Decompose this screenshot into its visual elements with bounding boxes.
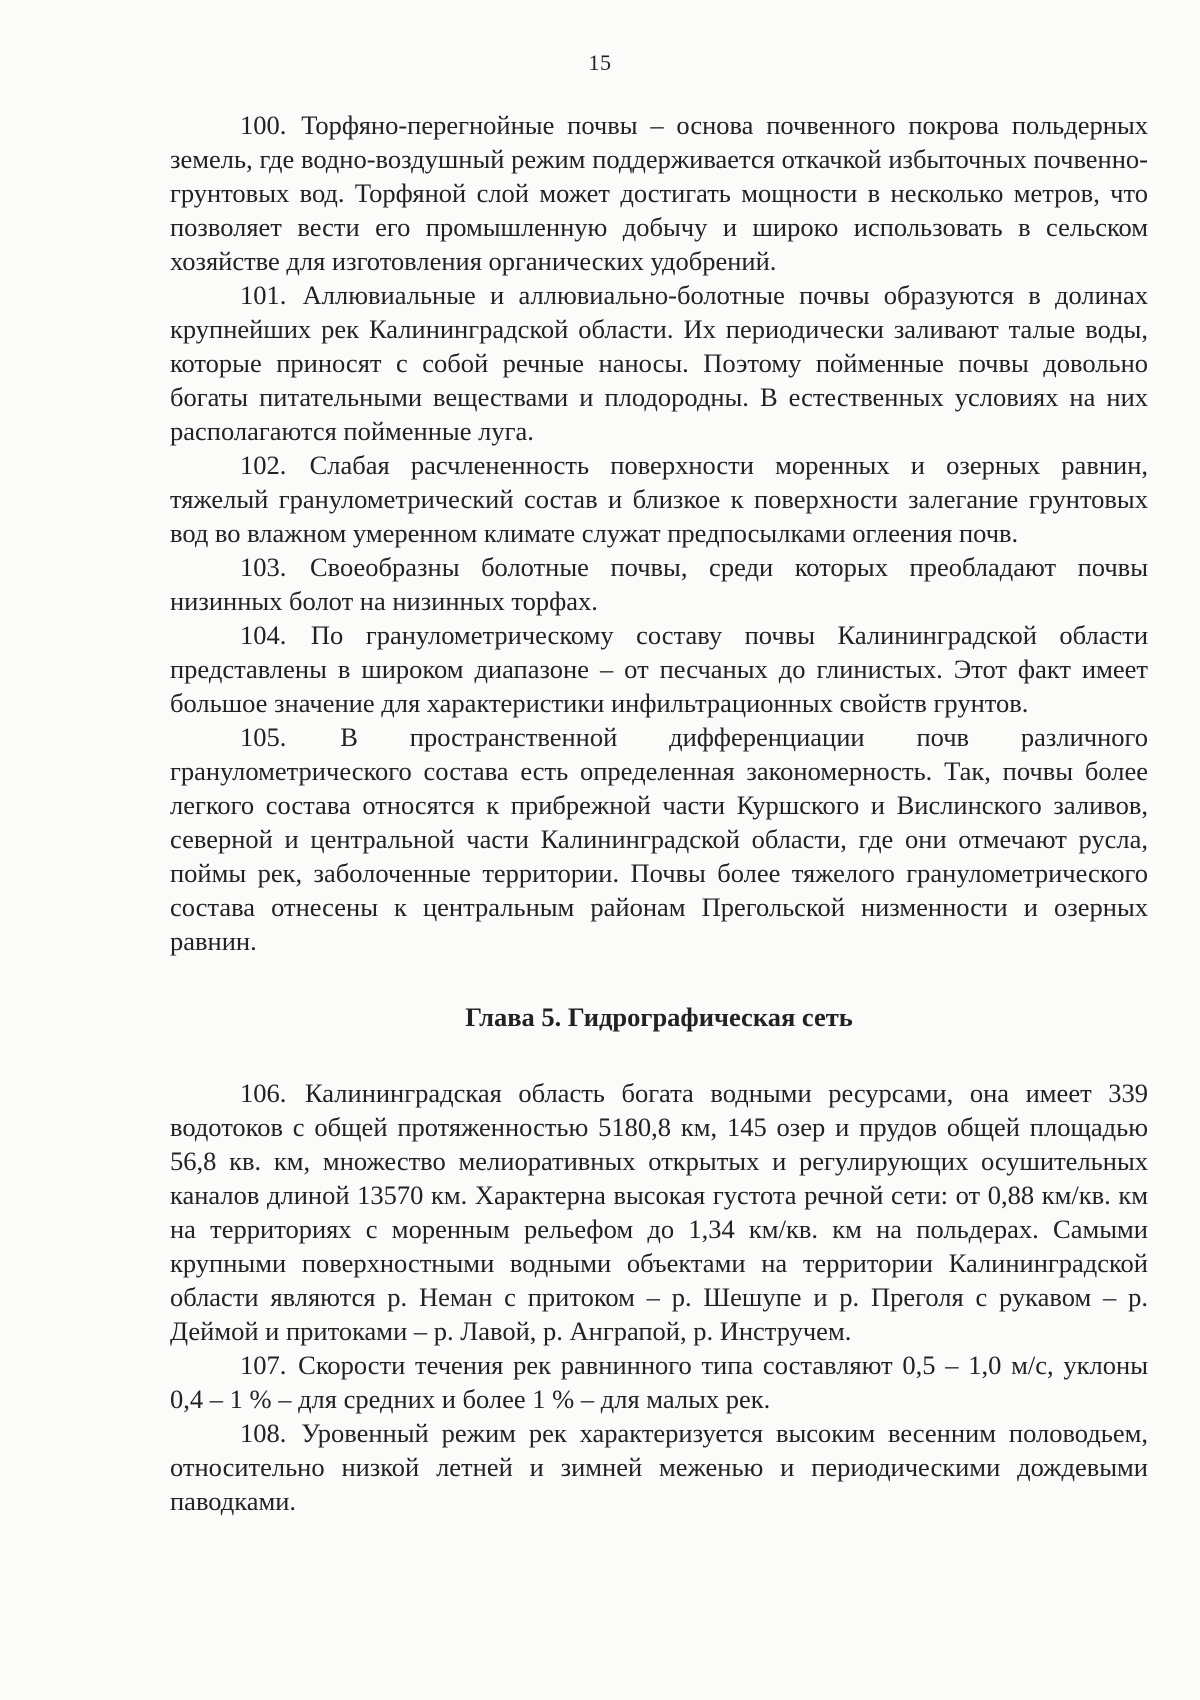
paragraph-text: Скорости течения рек равнинного типа составляют 0,5 – 1,0 м/с, уклоны 0,4 – 1 % – для средних и более 1 % – для малых рек. xyxy=(170,1350,1149,1414)
paragraph-104 xyxy=(170,618,1148,720)
paragraph-103 xyxy=(170,550,1148,618)
paragraph-text: Слабая расчлененность поверхности моренных и озерных равнин, тяжелый гранулометрический состав и близкое к поверхности залегание грунтовых вод во влажном умеренном климате служат предпосылками оглеения почв. xyxy=(170,450,1148,548)
paragraph-100 xyxy=(170,108,1148,278)
paragraph-105 xyxy=(170,720,1148,958)
paragraph-108 xyxy=(170,1416,1148,1518)
paragraph-number: 103. xyxy=(240,552,287,582)
paragraph-text: Калининградская область богата водными ресурсами, она имеет 339 водотоков с общей протяженностью 5180,8 км, 145 озер и прудов общей площадью 56,8 кв. км, множество мелиоративных открытых и регулирующих осушительных каналов длиной 13570 км. Характерна высокая густота речной сети: от 0,88 км/кв. км на территориях с моренным рельефом до 1,34 км/кв. км на польдерах. Самыми крупными поверхностными водными объектами на территории Калининградской области являются р. Неман с притоком – р. Шешупе и р. Преголя с рукавом – р. Деймой и притоками – р. Лавой, р. Анграпой, р. Инстручем. xyxy=(170,1078,1148,1346)
paragraph-text: В пространственной дифференциации почв различного гранулометрического состава есть определенная закономерность. Так, почвы более легкого состава относятся к прибрежной части Куршского и Вислинского заливов, северной и центральной части Калининградской области, где они отмечают русла, поймы рек, заболоченные территории. Почвы более тяжелого гранулометрического состава отнесены к центральным районам Прегольской низменности и озерных равнин. xyxy=(170,722,1149,956)
paragraph-106 xyxy=(170,1076,1148,1348)
paragraph-number: 102. xyxy=(240,450,287,480)
paragraph-107 xyxy=(170,1348,1148,1416)
paragraph-text: Уровенный режим рек характеризуется высоким весенним половодьем, относительно низкой летней и зимней меженью и периодическими дождевыми паводками. xyxy=(170,1418,1148,1516)
page-number: 15 xyxy=(588,50,612,75)
paragraph-number: 104. xyxy=(240,620,287,650)
paragraph-102 xyxy=(170,448,1148,550)
paragraph-text: Своеобразны болотные почвы, среди которых преобладают почвы низинных болот на низинных торфах. xyxy=(170,552,1148,616)
paragraph-101 xyxy=(170,278,1148,448)
document-body xyxy=(170,108,1148,1518)
paragraph-number: 101. xyxy=(240,280,287,310)
paragraph-number: 100. xyxy=(240,110,287,140)
paragraph-number: 108. xyxy=(240,1418,287,1448)
paragraph-number: 105. xyxy=(240,722,287,752)
chapter-heading: Глава 5. Гидрографическая сеть xyxy=(465,1002,853,1032)
paragraph-text: По гранулометрическому составу почвы Калининградской области представлены в широком диапазоне – от песчаных до глинистых. Этот факт имеет большое значение для характеристики инфильтрационных свойств грунтов. xyxy=(170,620,1149,718)
paragraph-number: 106. xyxy=(240,1078,287,1108)
paragraph-text: Аллювиальные и аллювиально-болотные почвы образуются в долинах крупнейших рек Калининградской области. Их периодически заливают талые воды, которые приносят с собой речные наносы. Поэтому пойменные почвы довольно богаты питательными веществами и плодородны. В естественных условиях на них располагаются пойменные луга. xyxy=(170,280,1149,446)
paragraph-text: Торфяно-перегнойные почвы – основа почвенного покрова польдерных земель, где водно-воздушный режим поддерживается откачкой избыточных почвенно-грунтовых вод. Торфяной слой может достигать мощности в несколько метров, что позволяет вести его промышленную добычу и широко использовать в сельском хозяйстве для изготовления органических удобрений. xyxy=(170,110,1148,276)
paragraph-number: 107. xyxy=(240,1350,287,1380)
